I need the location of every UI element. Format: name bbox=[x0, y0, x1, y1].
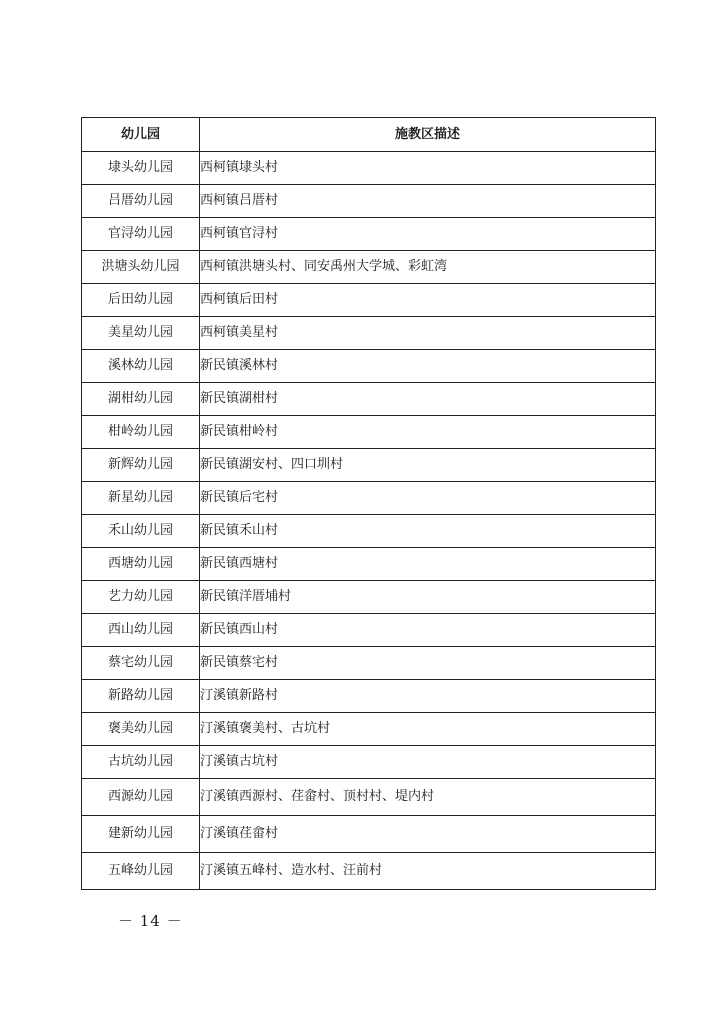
kindergarten-name: 艺力幼儿园 bbox=[82, 581, 200, 614]
district-description: 新民镇溪林村 bbox=[200, 350, 656, 383]
table-row bbox=[82, 548, 656, 581]
district-description: 西柯镇后田村 bbox=[200, 284, 656, 317]
table-row bbox=[82, 350, 656, 383]
district-description: 新民镇湖柑村 bbox=[200, 383, 656, 416]
table-row bbox=[82, 449, 656, 482]
district-description: 汀溪镇西源村、荏畲村、顶村村、堤内村 bbox=[200, 779, 656, 816]
district-description: 新民镇西山村 bbox=[200, 614, 656, 647]
table-row bbox=[82, 614, 656, 647]
kindergarten-name: 五峰幼儿园 bbox=[82, 853, 200, 890]
kindergarten-name: 新路幼儿园 bbox=[82, 680, 200, 713]
district-description: 汀溪镇新路村 bbox=[200, 680, 656, 713]
header-district-description: 施教区描述 bbox=[200, 118, 656, 152]
kindergarten-name: 后田幼儿园 bbox=[82, 284, 200, 317]
table-row bbox=[82, 218, 656, 251]
kindergarten-name: 褒美幼儿园 bbox=[82, 713, 200, 746]
kindergarten-name: 柑岭幼儿园 bbox=[82, 416, 200, 449]
kindergarten-district-table bbox=[81, 117, 656, 890]
table-row bbox=[82, 853, 656, 890]
table-row bbox=[82, 647, 656, 680]
table-row bbox=[82, 515, 656, 548]
kindergarten-name: 西山幼儿园 bbox=[82, 614, 200, 647]
table-row bbox=[82, 383, 656, 416]
table-row bbox=[82, 317, 656, 350]
page-number: － 14 － bbox=[118, 912, 183, 930]
kindergarten-name: 西塘幼儿园 bbox=[82, 548, 200, 581]
district-description: 西柯镇官浔村 bbox=[200, 218, 656, 251]
header-kindergarten: 幼儿园 bbox=[82, 118, 200, 152]
district-description: 新民镇柑岭村 bbox=[200, 416, 656, 449]
kindergarten-name: 西源幼儿园 bbox=[82, 779, 200, 816]
table-row bbox=[82, 746, 656, 779]
kindergarten-name: 新辉幼儿园 bbox=[82, 449, 200, 482]
district-description: 汀溪镇古坑村 bbox=[200, 746, 656, 779]
district-description: 新民镇蔡宅村 bbox=[200, 647, 656, 680]
kindergarten-name: 湖柑幼儿园 bbox=[82, 383, 200, 416]
district-description: 西柯镇洪塘头村、同安禹州大学城、彩虹湾 bbox=[200, 251, 656, 284]
table-row bbox=[82, 416, 656, 449]
district-description: 新民镇西塘村 bbox=[200, 548, 656, 581]
table-row bbox=[82, 152, 656, 185]
table-row bbox=[82, 713, 656, 746]
table-row bbox=[82, 251, 656, 284]
kindergarten-name: 新星幼儿园 bbox=[82, 482, 200, 515]
table-row bbox=[82, 284, 656, 317]
table-header-row bbox=[82, 118, 656, 152]
table-row bbox=[82, 816, 656, 853]
district-description: 汀溪镇荏畲村 bbox=[200, 816, 656, 853]
district-description: 新民镇禾山村 bbox=[200, 515, 656, 548]
table-body bbox=[82, 152, 656, 890]
table-row bbox=[82, 185, 656, 218]
kindergarten-name: 官浔幼儿园 bbox=[82, 218, 200, 251]
table-row bbox=[82, 482, 656, 515]
kindergarten-name: 蔡宅幼儿园 bbox=[82, 647, 200, 680]
kindergarten-name: 建新幼儿园 bbox=[82, 816, 200, 853]
district-description: 汀溪镇褒美村、古坑村 bbox=[200, 713, 656, 746]
kindergarten-name: 埭头幼儿园 bbox=[82, 152, 200, 185]
kindergarten-name: 美星幼儿园 bbox=[82, 317, 200, 350]
district-description: 新民镇洋厝埔村 bbox=[200, 581, 656, 614]
district-description: 西柯镇美星村 bbox=[200, 317, 656, 350]
kindergarten-name: 吕厝幼儿园 bbox=[82, 185, 200, 218]
district-description: 西柯镇吕厝村 bbox=[200, 185, 656, 218]
district-description: 西柯镇埭头村 bbox=[200, 152, 656, 185]
district-description: 新民镇湖安村、四口圳村 bbox=[200, 449, 656, 482]
district-description: 新民镇后宅村 bbox=[200, 482, 656, 515]
table-row bbox=[82, 680, 656, 713]
table-row bbox=[82, 779, 656, 816]
kindergarten-name: 古坑幼儿园 bbox=[82, 746, 200, 779]
table-row bbox=[82, 581, 656, 614]
kindergarten-name: 禾山幼儿园 bbox=[82, 515, 200, 548]
kindergarten-name: 溪林幼儿园 bbox=[82, 350, 200, 383]
kindergarten-name: 洪塘头幼儿园 bbox=[82, 251, 200, 284]
district-description: 汀溪镇五峰村、造水村、汪前村 bbox=[200, 853, 656, 890]
